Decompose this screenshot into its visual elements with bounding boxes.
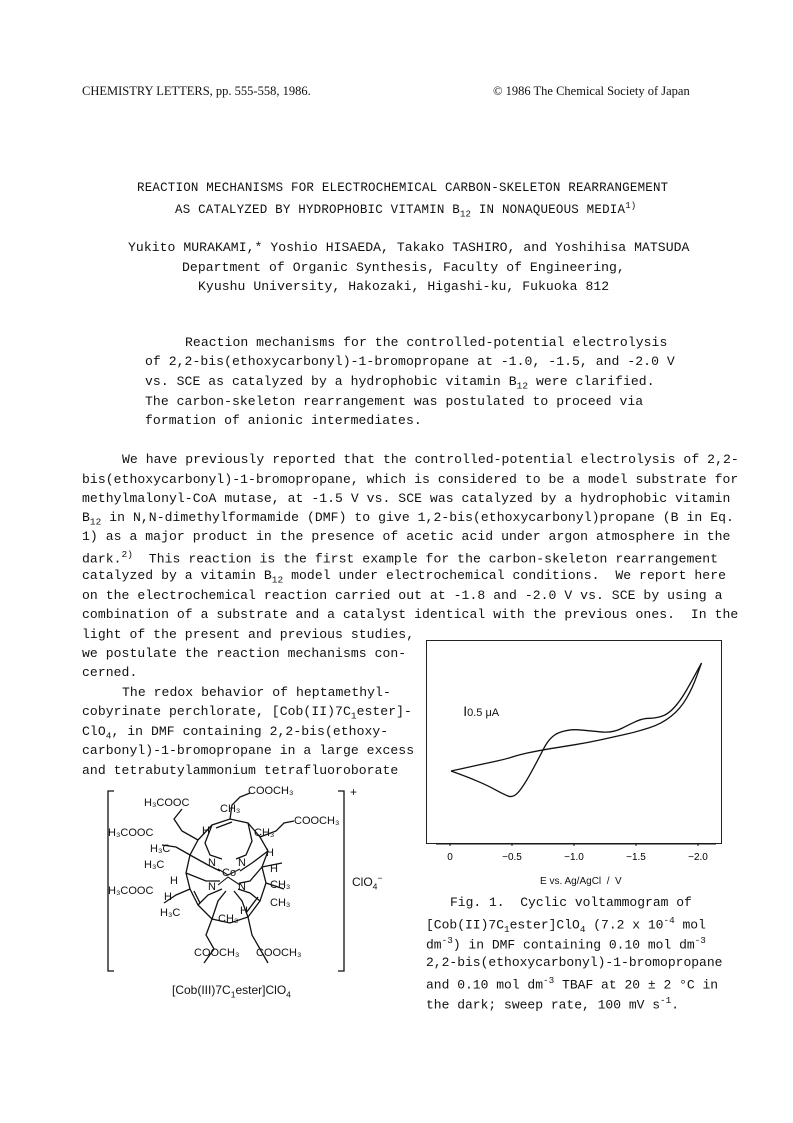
substituent-label: COOCH₃	[194, 947, 240, 959]
hydrogen-atom-label: H	[170, 875, 178, 887]
substituent-label: H₃C	[144, 859, 165, 871]
x-tick-label: 0	[447, 852, 453, 863]
body-line: carbonyl)-1-bromopropane in a large excess	[82, 743, 415, 758]
substituent-label: H₃COOC	[108, 885, 154, 897]
scale-bar-label: 0.5 μA	[467, 707, 500, 719]
figure-caption-line: the dark; sweep rate, 100 mV $s^{-1}$.	[426, 995, 680, 1013]
x-tick-label: −2.0	[688, 852, 708, 863]
substituent-label: CH₃	[270, 879, 291, 891]
x-tick-label: −1.0	[564, 852, 584, 863]
hydrogen-atom-label: H	[266, 847, 274, 859]
body-line: on the electrochemical reaction carried out at -1.8 and -2.0 V vs. SCE by using a	[82, 588, 723, 603]
substituent-label: COOCH₃	[256, 947, 302, 959]
x-axis-label: E vs. Ag/AgCl / V	[540, 876, 622, 887]
left-bracket	[108, 791, 114, 971]
body-line: bis(ethoxycarbonyl)-1-bromopropane, which is considered to be a model substrate for	[82, 472, 739, 487]
substituent-label: CH₃	[218, 913, 239, 925]
hydrogen-atom-label: H	[240, 905, 248, 917]
hydrogen-atom-label: H	[270, 863, 278, 875]
abstract-line1: Reaction mechanisms for the controlled-potential electrolysis	[185, 335, 668, 350]
copyright-notice: © 1986 The Chemical Society of Japan	[493, 84, 690, 98]
body-line: 1) as a major product in the presence of acetic acid under argon atmosphere in the	[82, 529, 731, 544]
body-line: methylmalonyl-CoA mutase, at -1.5 V vs. SCE was catalyzed by a hydrophobic vitamin	[82, 491, 731, 506]
body-line: combination of a substrate and a catalyst identical with the previous ones. In the	[82, 607, 739, 622]
chemical-structure	[100, 785, 400, 1010]
body-line: and tetrabutylammonium tetrafluoroborate	[82, 763, 399, 778]
counterion-label: ClO$_4$−	[352, 873, 383, 892]
nitrogen-atom-label: N	[208, 857, 216, 869]
body-line: We have previously reported that the controlled-potential electrolysis of 2,2-	[122, 452, 739, 467]
author-list: Yukito MURAKAMI,* Yoshio HISAEDA, Takako TASHIRO, and Yoshihisa MATSUDA	[128, 240, 690, 255]
cobalt-atom-label: Co	[222, 867, 237, 879]
substituent-label: H₃C	[150, 843, 171, 855]
nitrogen-atom-label: N	[238, 881, 246, 893]
x-tick-label: −1.5	[626, 852, 646, 863]
journal-header: CHEMISTRY LETTERS, pp. 555-558, 1986.	[82, 84, 311, 98]
figure-caption-line: Fig. 1. Cyclic voltammogram of	[450, 895, 692, 910]
body-line: catalyzed by a vitamin $B_{12}$ model under electrochemical conditions. We report here	[82, 568, 727, 586]
substituent-label: COOCH₃	[248, 785, 294, 797]
structure-drawing	[100, 785, 400, 1010]
paper-title-line1: REACTION MECHANISMS FOR ELECTROCHEMICAL CARBON-SKELETON REARRANGEMENT	[137, 181, 669, 195]
body-line: $B_{12}$ in N,N-dimethylformamide (DMF) to give 1,2-bis(ethoxycarbonyl)propane (B in Eq.	[82, 510, 734, 528]
cation-charge: +	[350, 785, 358, 799]
figure-caption-line: $[Cob(II)7C_1ester]ClO_4$ (7.2 x $10^{-4}$ mol	[426, 915, 706, 935]
structure-caption: $[Cob(III)7C_1ester]ClO_4$	[172, 983, 291, 1000]
body-line: we postulate the reaction mechanisms con-	[82, 646, 407, 661]
cyclic-voltammogram-frame	[426, 640, 722, 844]
substituent-label: CH₃	[220, 803, 241, 815]
body-line: light of the present and previous studies,	[82, 627, 415, 642]
paper-title-line2: AS CATALYZED BY HYDROPHOBIC VITAMIN $B_{12}$ IN NONAQUEOUS MEDIA$^{1)}$	[175, 201, 637, 220]
body-line: cerned.	[82, 665, 138, 680]
abstract-line4: The carbon-skeleton rearrangement was postulated to proceed via	[145, 394, 644, 409]
hydrogen-atom-label: H	[202, 825, 210, 837]
affiliation-line1: Department of Organic Synthesis, Faculty of Engineering,	[182, 260, 625, 275]
figure-caption-line: $dm^{-3}$) in DMF containing 0.10 mol $dm^{-3}$	[426, 935, 706, 953]
x-tick-label: −0.5	[502, 852, 522, 863]
figure-caption-line: and 0.10 mol $dm^{-3}$ TBAF at 20 ± 2 °C in	[426, 975, 719, 993]
abstract-line5: formation of anionic intermediates.	[145, 413, 422, 428]
body-line: The redox behavior of heptamethyl-	[122, 685, 391, 700]
hydrogen-atom-label: H	[164, 891, 172, 903]
nitrogen-atom-label: N	[208, 881, 216, 893]
substituent-label: H₃COOC	[144, 797, 190, 809]
current-scale-bar	[451, 691, 499, 731]
substituent-label: COOCH₃	[294, 815, 340, 827]
abstract-line2: of 2,2-bis(ethoxycarbonyl)-1-bromopropane at -1.0, -1.5, and -2.0 V	[145, 354, 675, 369]
cyclic-voltammogram	[427, 641, 721, 843]
scale-bar-symbol: I	[463, 703, 468, 719]
substituent-label: H₃COOC	[108, 827, 154, 839]
body-line: cobyrinate perchlorate, $[Cob(II)7C_1ester]-$	[82, 704, 412, 722]
substituent-label: CH₃	[270, 897, 291, 909]
abstract-line3: vs. SCE as catalyzed by a hydrophobic vitamin $B_{12}$ were clarified.	[145, 374, 655, 392]
substituent-label: CH₃	[254, 827, 275, 839]
body-line: ClO$_4$, in DMF containing 2,2-bis(ethoxy-	[82, 724, 389, 742]
body-line: dark.$^{2)}$ This reaction is the first example for the carbon-skeleton rearrangement	[82, 549, 719, 567]
figure-caption-line: 2,2-bis(ethoxycarbonyl)-1-bromopropane	[426, 955, 723, 970]
nitrogen-atom-label: N	[238, 857, 246, 869]
substituent-label: H₃C	[160, 907, 181, 919]
affiliation-line2: Kyushu University, Hakozaki, Higashi-ku, Fukuoka 812	[198, 279, 610, 294]
